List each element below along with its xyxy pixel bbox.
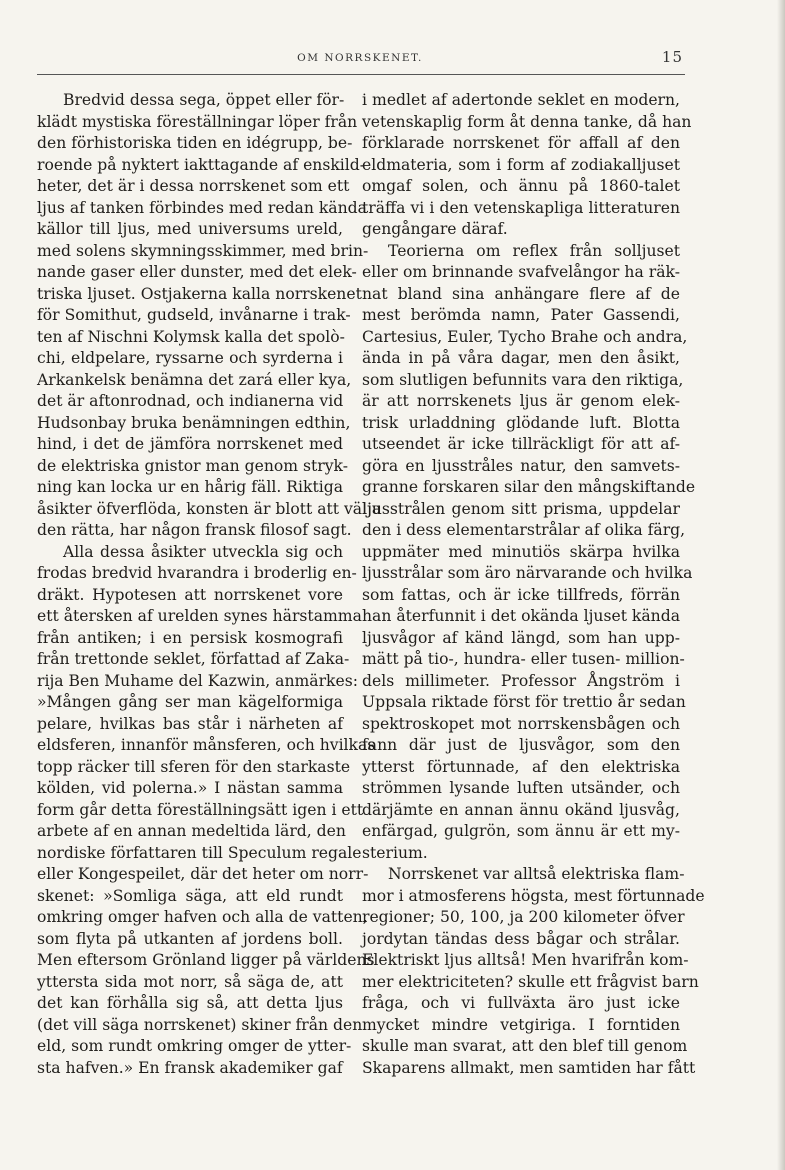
text-line: Bredvid dessa sega, öppet eller för- xyxy=(63,91,345,109)
text-line: omgaf solen, och ännu på 1860-talet xyxy=(362,177,680,195)
text-line: göra en ljusstråles natur, den samvets- xyxy=(362,456,680,475)
text-line: ett återsken af urelden synes härstamma xyxy=(37,607,362,625)
text-column-left xyxy=(37,90,382,1079)
text-line: spektroskopet mot norrskensbågen och xyxy=(362,714,680,733)
text-line: nat bland sina anhängare flere af de xyxy=(362,284,680,303)
page-header xyxy=(37,48,683,70)
text-line: topp räcker till sferen för den starkaste xyxy=(37,757,351,776)
text-line: dels millimeter. Professor Ångström i xyxy=(362,671,680,690)
text-line: åsikter öfverflöda, konsten är blott att välja xyxy=(37,499,382,518)
text-line: skulle man svarat, att den blef till genom xyxy=(362,1037,688,1055)
text-line: »Mången gång ser man kägelformiga xyxy=(37,693,343,711)
text-line: jordytan tändas dess bågar och strålar. xyxy=(362,929,680,948)
text-line: eller Kongespeilet, där det heter om norr- xyxy=(37,865,369,883)
text-line: fann där just de ljusvågor, som den xyxy=(362,736,680,754)
text-line: sterium. xyxy=(362,843,428,862)
text-line: som flyta på utkanten af jordens boll. xyxy=(37,929,343,948)
text-line: det är aftonrodnad, och indianerna vid xyxy=(37,392,344,410)
text-line: eld, som rundt omkring omger de ytter- xyxy=(37,1037,352,1055)
text-line: Teorierna om reflex från solljuset xyxy=(388,241,680,260)
text-line: den rätta, har någon fransk filosof sagt. xyxy=(37,521,352,539)
text-line: heter, det är i dessa norrskenet som ett xyxy=(37,177,350,195)
page-number: 15 xyxy=(661,48,683,66)
text-line: i medlet af adertonde seklet en modern, xyxy=(362,91,680,109)
text-line: mycket mindre vetgiriga. I forntiden xyxy=(362,1015,680,1034)
text-line: yttersta sida mot norr, så säga de, att xyxy=(37,972,343,991)
text-line: hind, i det de jämföra norrskenet med xyxy=(37,435,343,453)
text-line: det kan förhålla sig så, att detta ljus xyxy=(37,994,343,1012)
page-edge-shadow xyxy=(777,0,785,1170)
text-line: Norrskenet var alltså elektriska flam- xyxy=(388,865,685,883)
text-line: chi, eldpelare, ryssarne och syrderna i xyxy=(37,349,343,367)
text-column-right xyxy=(362,90,705,1079)
text-line: strömmen lysande luften utsänder, och xyxy=(362,779,680,797)
text-line: Uppsala riktade först för trettio år sedan xyxy=(362,693,686,711)
text-line: Cartesius, Euler, Tycho Brahe och andra, xyxy=(362,327,688,346)
text-line: eller om brinnande svafvelångor ha räk- xyxy=(362,263,680,281)
text-line: roende på nyktert iakttagande af enskild- xyxy=(37,155,366,174)
text-line: från trettonde seklet, författad af Zaka- xyxy=(37,650,350,668)
text-line: vetenskaplig form åt denna tanke, då han xyxy=(362,112,692,131)
text-line: gengångare däraf. xyxy=(362,220,508,238)
running-title: OM NORRSKENET. xyxy=(297,52,423,64)
text-line: (det vill säga norrskenet) skiner från den xyxy=(37,1015,363,1034)
text-line: källor till ljus, med universums ureld, xyxy=(37,220,343,238)
text-line: han återfunnit i det okända ljuset kända xyxy=(362,607,680,625)
text-line: den i dess elementarstrålar af olika färg, xyxy=(362,521,686,539)
text-line: granne forskaren silar den mångskiftande xyxy=(362,478,696,496)
text-line: skenet: »Somliga säga, att eld rundt xyxy=(37,886,343,905)
text-line: Men eftersom Grönland ligger på världens xyxy=(37,951,375,969)
text-line: förklarade norrskenet för affall af den xyxy=(362,134,680,152)
text-line: ytterst förtunnade, af den elektriska xyxy=(362,757,680,776)
text-line: nordiske författaren till Speculum regale xyxy=(37,843,362,862)
text-line: nande gaser eller dunster, med det elek- xyxy=(37,263,357,281)
text-line: ljusvågor af känd längd, som han upp- xyxy=(362,628,680,647)
header-rule xyxy=(37,74,685,75)
text-line: träffa vi i den vetenskapliga litteraturen xyxy=(362,198,680,217)
text-line: ljusstrålen genom sitt prisma, uppdelar xyxy=(362,499,680,518)
text-line: från antiken; i en persisk kosmografi xyxy=(37,628,343,647)
text-line: uppmäter med minutiös skärpa hvilka xyxy=(362,542,680,561)
text-line: arbete af en annan medeltida lärd, den xyxy=(37,822,346,840)
text-line: mor i atmosferens högsta, mest förtunnade xyxy=(362,886,705,905)
text-line: som slutligen befunnits vara den riktiga, xyxy=(362,370,684,389)
text-line: med solens skymningsskimmer, med brin- xyxy=(37,241,369,260)
text-line: regioner; 50, 100, ja 200 kilometer öfver xyxy=(362,908,685,926)
text-line: trisk urladdning glödande luft. Blotta xyxy=(362,413,680,432)
text-line: utseendet är icke tillräckligt för att af- xyxy=(362,435,680,453)
text-line: enfärgad, gulgrön, som ännu är ett my- xyxy=(362,822,680,840)
text-line: omkring omger hafven och alla de vatten, xyxy=(37,908,368,926)
text-line: ning kan locka ur en hårig fäll. Riktiga xyxy=(37,478,343,496)
text-line: Skaparens allmakt, men samtiden har fått xyxy=(362,1058,696,1077)
text-line: därjämte en annan ännu okänd ljusvåg, xyxy=(362,800,680,819)
text-line: Hudsonbay bruka benämningen edthin, xyxy=(37,413,351,432)
text-line: som fattas, och är icke tillfreds, förrän xyxy=(362,585,680,604)
text-line: dräkt. Hypotesen att norrskenet vore xyxy=(37,585,343,604)
text-line: ljus af tanken förbindes med redan kända xyxy=(37,198,367,217)
text-line: eldsferen, innanför månsferen, och hvilkas xyxy=(37,736,376,754)
text-line: Arkankelsk benämna det zará eller kya, xyxy=(37,370,352,389)
text-line: ten af Nischni Kolymsk kalla det spolò- xyxy=(37,327,345,346)
text-line: fråga, och vi fullväxta äro just icke xyxy=(362,994,680,1012)
text-line: den förhistoriska tiden en idégrupp, be- xyxy=(37,134,353,152)
text-line: pelare, hvilkas bas står i närheten af xyxy=(37,714,343,733)
text-line: ljusstrålar som äro närvarande och hvilka xyxy=(362,564,693,582)
text-line: mer elektriciteten? skulle ett frågvist barn xyxy=(362,972,699,991)
text-line: sta hafven.» En fransk akademiker gaf xyxy=(37,1058,343,1077)
text-line: frodas bredvid hvarandra i broderlig en- xyxy=(37,564,357,582)
text-line: triska ljuset. Ostjakerna kalla norrskenet xyxy=(37,284,362,303)
text-line: mest berömda namn, Pater Gassendi, xyxy=(362,306,680,324)
text-line: de elektriska gnistor man genom stryk- xyxy=(37,456,348,475)
text-line: kölden, vid polerna.» I nästan samma xyxy=(37,779,343,797)
text-line: ända in på våra dagar, men den åsikt, xyxy=(362,349,680,367)
text-line: mätt på tio-, hundra- eller tusen- million- xyxy=(362,650,685,668)
text-line: för Somithut, gudseld, invånarne i trak- xyxy=(37,306,351,324)
text-line: form går detta föreställningsätt igen i ett xyxy=(37,800,364,819)
text-line: eldmateria, som i form af zodiakalljuset xyxy=(362,155,680,174)
text-line: rija Ben Muhame del Kazwin, anmärkes: xyxy=(37,671,358,690)
text-line: klädt mystiska föreställningar löper från xyxy=(37,112,358,131)
text-line: är att norrskenets ljus är genom elek- xyxy=(362,392,680,410)
text-line: Elektriskt ljus alltså! Men hvarifrån kom- xyxy=(362,951,689,969)
text-line: Alla dessa åsikter utveckla sig och xyxy=(63,542,343,561)
